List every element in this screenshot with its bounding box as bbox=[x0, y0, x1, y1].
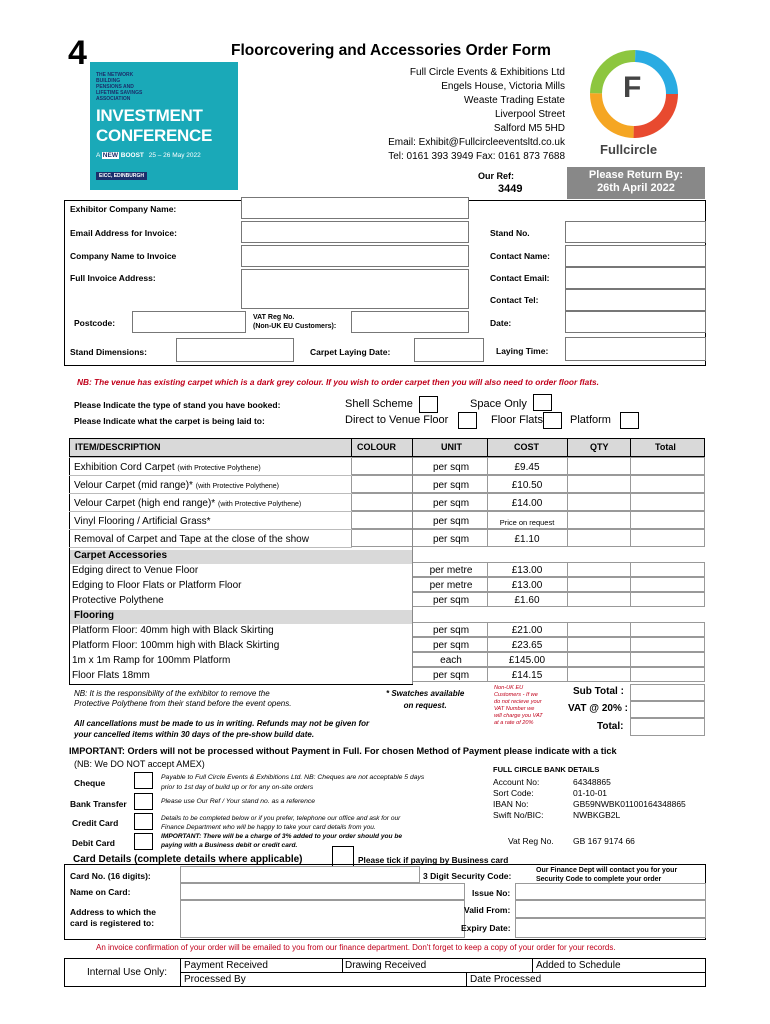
swatch-note bbox=[386, 688, 464, 712]
valid-from-field[interactable] bbox=[515, 900, 706, 918]
flooring-header: Flooring bbox=[69, 610, 412, 624]
address-line: Full Circle Events & Exhibitions Ltd bbox=[409, 67, 565, 78]
swift-label: Swift No/BIC: bbox=[493, 810, 544, 820]
card-address-field[interactable] bbox=[180, 900, 465, 938]
vat-reg-label bbox=[253, 313, 336, 331]
table-row: Platform Floor: 40mm high with Black Skirting bbox=[72, 625, 274, 636]
platform-label: Platform bbox=[570, 414, 611, 426]
page-title: Floorcovering and Accessories Order Form bbox=[231, 42, 551, 59]
tagline-boost: BOOST bbox=[120, 152, 144, 159]
colour-cell[interactable] bbox=[351, 529, 413, 547]
qty-cell[interactable] bbox=[567, 652, 631, 667]
swift: NWBKGB2L bbox=[573, 810, 621, 820]
row-divider bbox=[69, 529, 352, 530]
added-to-schedule: Added to Schedule bbox=[536, 960, 621, 971]
eu-note-line: Non-UK EU bbox=[494, 685, 524, 691]
item-unit: per sqm bbox=[432, 498, 470, 509]
total-cell[interactable] bbox=[630, 475, 705, 493]
qty-cell[interactable] bbox=[567, 562, 631, 577]
item-cost: £14.15 bbox=[511, 670, 543, 681]
shell-scheme-checkbox[interactable] bbox=[419, 396, 438, 413]
subtotal-label: Sub Total : bbox=[573, 686, 624, 697]
subtotal-field[interactable] bbox=[630, 684, 705, 701]
table-row: Platform Floor: 100mm high with Black Skirting bbox=[72, 640, 280, 651]
total-field[interactable] bbox=[630, 718, 705, 736]
vat-label: VAT @ 20% : bbox=[568, 703, 628, 714]
item-cost: £9.45 bbox=[514, 462, 540, 473]
org-line: THE NETWORK bbox=[96, 72, 134, 78]
card-address-line1: Address to which the bbox=[70, 907, 156, 917]
drawing-received: Drawing Received bbox=[345, 960, 427, 971]
cheque-note-line1: Payable to Full Circle Events & Exhibitions Ltd. NB: Cheques are not acceptable 5 days bbox=[161, 774, 425, 781]
address-line: Email: Exhibit@Fullcircleeventsltd.co.uk bbox=[388, 137, 565, 148]
eu-note-line: at a rate of 20% bbox=[494, 720, 534, 726]
name-on-card-label: Name on Card: bbox=[70, 887, 131, 897]
expiry-field[interactable] bbox=[515, 918, 706, 938]
valid-from-label: Valid From: bbox=[464, 905, 511, 915]
vat-reg-line2: (Non-UK EU Customers): bbox=[253, 323, 337, 330]
contact-tel-field[interactable] bbox=[565, 289, 706, 311]
company-invoice-field[interactable] bbox=[241, 245, 469, 267]
item-cost: £14.00 bbox=[511, 498, 543, 509]
email-invoice-label: Email Address for Invoice: bbox=[70, 228, 177, 238]
col-unit: UNIT bbox=[441, 442, 462, 452]
table-row: 1m x 1m Ramp for 100mm Platform bbox=[72, 655, 231, 666]
card-note-line4: paying with a Business debit or credit card. bbox=[161, 842, 298, 849]
item-unit: per sqm bbox=[432, 640, 470, 651]
stand-type-question: Please Indicate the type of stand you have booked: bbox=[74, 400, 281, 410]
tagline-a: A bbox=[96, 152, 100, 159]
swatch-note-line2: on request. bbox=[403, 701, 447, 710]
item-note: (with Protective Polythene) bbox=[195, 483, 279, 490]
item-unit: per sqm bbox=[432, 670, 470, 681]
vat-reg-no: GB 167 9174 66 bbox=[573, 836, 635, 846]
credit-card-checkbox[interactable] bbox=[134, 813, 153, 830]
full-address-label: Full Invoice Address: bbox=[70, 273, 156, 283]
postcode-label: Postcode: bbox=[74, 318, 116, 328]
card-no-field[interactable] bbox=[180, 866, 420, 883]
event-venue: EICC, EDINBURGH bbox=[96, 172, 147, 180]
platform-checkbox[interactable] bbox=[620, 412, 639, 429]
carpet-laid-question: Please Indicate what the carpet is being laid to: bbox=[74, 416, 265, 426]
expiry-label: Expiry Date: bbox=[461, 923, 511, 933]
business-card-label: Please tick if paying by Business card bbox=[358, 855, 509, 865]
contact-name-field[interactable] bbox=[565, 245, 706, 267]
address-line: Salford M5 5HD bbox=[493, 123, 565, 134]
table-row: Floor Flats 18mm bbox=[72, 670, 150, 681]
row-divider bbox=[69, 475, 352, 476]
return-by-banner bbox=[567, 167, 705, 199]
laying-time-label: Laying Time: bbox=[496, 346, 549, 356]
payment-important: IMPORTANT: Orders will not be processed without Payment in Full. For chosen Method of Payment please indicate with a tick bbox=[69, 746, 617, 756]
cancellation-note bbox=[74, 718, 369, 740]
company-invoice-label: Company Name to Invoice bbox=[70, 251, 177, 261]
colour-cell[interactable] bbox=[351, 457, 413, 475]
item-unit: per sqm bbox=[432, 480, 470, 491]
vat-reg-line1: VAT Reg No. bbox=[253, 314, 295, 321]
item-cost: £10.50 bbox=[511, 480, 543, 491]
total-cell[interactable] bbox=[630, 457, 705, 475]
logo-investment: INVESTMENT bbox=[96, 106, 203, 125]
debit-card-checkbox[interactable] bbox=[134, 833, 153, 850]
col-item: ITEM/DESCRIPTION bbox=[75, 442, 161, 452]
item-name: Velour Carpet (high end range)* bbox=[74, 498, 216, 509]
item-description: Vinyl Flooring / Artificial Grass* bbox=[74, 516, 211, 527]
cheque-note bbox=[161, 773, 424, 793]
carpet-laying-date-label: Carpet Laying Date: bbox=[310, 347, 391, 357]
item-name: Velour Carpet (mid range)* bbox=[74, 480, 193, 491]
total-cell[interactable] bbox=[630, 529, 705, 547]
carpet-laying-date-field[interactable] bbox=[414, 338, 484, 362]
debit-card-label: Debit Card bbox=[72, 838, 115, 848]
sort-code-label: Sort Code: bbox=[493, 788, 534, 798]
qty-cell[interactable] bbox=[567, 529, 631, 547]
contact-email-label: Contact Email: bbox=[490, 273, 550, 283]
item-description bbox=[74, 480, 279, 491]
laying-time-field[interactable] bbox=[565, 337, 706, 361]
postcode-field[interactable] bbox=[132, 311, 246, 333]
carpet-notice: NB: The venue has existing carpet which is a dark grey colour. If you wish to order carpet then you will also need to order floor flats. bbox=[77, 377, 599, 387]
card-note-line2: Finance Department who will be happy to take your card details from you. bbox=[161, 824, 376, 831]
col-cost: COST bbox=[514, 442, 540, 452]
vat-reg-no-label: Vat Reg No. bbox=[508, 836, 554, 846]
contact-tel-label: Contact Tel: bbox=[490, 295, 539, 305]
finance-note bbox=[536, 866, 677, 884]
address-line: Engels House, Victoria Mills bbox=[441, 81, 565, 92]
org-line: LIFETIME SAVINGS bbox=[96, 90, 143, 96]
swatch-note-line1: * Swatches available bbox=[386, 689, 465, 698]
bank-note: Please use Our Ref / Your stand no. as a reference bbox=[161, 798, 316, 805]
item-cost: £13.00 bbox=[511, 580, 543, 591]
org-line: PENSIONS AND bbox=[96, 84, 134, 90]
item-description bbox=[74, 462, 261, 473]
qty-cell[interactable] bbox=[567, 667, 631, 682]
card-details-heading: Card Details (complete details where applicable) bbox=[73, 854, 303, 865]
card-address-label bbox=[70, 907, 156, 929]
stand-no-field[interactable] bbox=[565, 221, 706, 243]
our-ref-value: 3449 bbox=[498, 183, 523, 195]
total-cell[interactable] bbox=[630, 637, 705, 652]
item-unit: each bbox=[440, 655, 462, 666]
eu-note-line: VAT Number we bbox=[494, 706, 535, 712]
security-code-label: 3 Digit Security Code: bbox=[423, 871, 512, 881]
issue-no-field[interactable] bbox=[515, 883, 706, 900]
finance-note-line1: Our Finance Dept will contact you for your bbox=[536, 867, 678, 874]
contact-email-field[interactable] bbox=[565, 267, 706, 289]
qty-cell[interactable] bbox=[567, 637, 631, 652]
space-only-label: Space Only bbox=[470, 398, 527, 410]
item-cost: £145.00 bbox=[508, 655, 546, 666]
confirmation-note: An invoice confirmation of your order will be emailed to you from our finance department. Don't forget to keep a copy of your order for your records. bbox=[96, 943, 616, 952]
sort-code: 01-10-01 bbox=[573, 788, 608, 798]
event-dates: 25 – 26 May 2022 bbox=[148, 152, 201, 159]
qty-cell[interactable] bbox=[567, 511, 631, 529]
row-divider bbox=[69, 511, 352, 512]
col-total: Total bbox=[655, 442, 676, 452]
polythene-note bbox=[74, 689, 291, 709]
item-unit: per sqm bbox=[432, 462, 470, 473]
cancellation-line2: your cancelled items within 30 days of the pre-show build date. bbox=[74, 730, 315, 739]
stand-no-label: Stand No. bbox=[490, 228, 530, 238]
date-field[interactable] bbox=[565, 311, 706, 333]
email-invoice-field[interactable] bbox=[241, 221, 469, 243]
address-line: Tel: 0161 393 3949 Fax: 0161 873 7688 bbox=[388, 151, 565, 162]
item-unit: per metre bbox=[429, 580, 473, 591]
item-cost: Price on request bbox=[499, 518, 555, 527]
item-cost: £1.10 bbox=[514, 534, 540, 545]
card-note-line3: IMPORTANT: There will be a charge of 3% added to your order should you be bbox=[161, 833, 403, 840]
total-cell[interactable] bbox=[630, 577, 705, 592]
total-cell[interactable] bbox=[630, 652, 705, 667]
card-note bbox=[161, 814, 402, 850]
item-cost: £23.65 bbox=[511, 640, 543, 651]
event-logo bbox=[90, 62, 238, 190]
card-note-line1: Details to be completed below or if you prefer, telephone our office and ask for our bbox=[161, 815, 401, 822]
iban-label: IBAN No: bbox=[493, 799, 529, 809]
direct-floor-checkbox[interactable] bbox=[458, 412, 477, 429]
payment-received: Payment Received bbox=[184, 960, 268, 971]
full-address-field[interactable] bbox=[241, 269, 469, 309]
eu-note-line: do not recieve your bbox=[494, 699, 542, 705]
col-qty: QTY bbox=[590, 442, 609, 452]
cheque-checkbox[interactable] bbox=[134, 772, 153, 789]
polythene-note-line1: NB: It is the responsibility of the exhibitor to remove the bbox=[74, 689, 270, 698]
space-only-checkbox[interactable] bbox=[533, 394, 552, 411]
row-divider bbox=[69, 547, 352, 548]
account-no: 64348865 bbox=[573, 777, 611, 787]
bank-details-title: FULL CIRCLE BANK DETAILS bbox=[493, 765, 600, 774]
exhibitor-company-field[interactable] bbox=[241, 197, 469, 219]
total-cell[interactable] bbox=[630, 622, 705, 637]
colour-cell[interactable] bbox=[351, 493, 413, 511]
polythene-note-line2: Protective Polythene from their stand before the event opens. bbox=[74, 699, 292, 708]
colour-cell[interactable] bbox=[351, 475, 413, 493]
our-ref-label: Our Ref: bbox=[478, 171, 514, 181]
fullcircle-logo-name: Fullcircle bbox=[600, 142, 658, 157]
form-number: 4 bbox=[68, 34, 87, 72]
qty-cell[interactable] bbox=[567, 457, 631, 475]
cheque-note-line2: prior to 1st day of build up or for any on-site orders bbox=[161, 784, 314, 791]
address-line: Liverpool Street bbox=[494, 109, 565, 120]
logo-tagline bbox=[96, 152, 201, 159]
item-unit: per sqm bbox=[432, 534, 470, 545]
address-line: Weaste Trading Estate bbox=[464, 95, 565, 106]
bank-transfer-checkbox[interactable] bbox=[134, 793, 153, 810]
item-note: (with Protective Polythene) bbox=[177, 465, 261, 472]
total-label: Total: bbox=[597, 721, 624, 732]
org-line: BUILDING bbox=[96, 78, 121, 84]
item-description: Removal of Carpet and Tape at the close of the show bbox=[74, 534, 309, 545]
logo-conference: CONFERENCE bbox=[96, 126, 213, 145]
table-row: Edging to Floor Flats or Platform Floor bbox=[72, 580, 242, 591]
item-unit: per metre bbox=[429, 565, 473, 576]
item-cost: £13.00 bbox=[511, 565, 543, 576]
item-cost: £21.00 bbox=[511, 625, 543, 636]
total-cell[interactable] bbox=[630, 493, 705, 511]
item-note: (with Protective Polythene) bbox=[217, 501, 302, 508]
finance-note-line2: Security Code to complete your order bbox=[536, 876, 662, 883]
org-line: ASSOCIATION bbox=[96, 96, 131, 102]
row-divider bbox=[69, 493, 352, 494]
contact-name-label: Contact Name: bbox=[490, 251, 550, 261]
floor-flats-checkbox[interactable] bbox=[543, 412, 562, 429]
exhibitor-company-label: Exhibitor Company Name: bbox=[70, 204, 177, 214]
total-cell[interactable] bbox=[630, 511, 705, 529]
row-divider bbox=[69, 457, 352, 458]
total-cell[interactable] bbox=[630, 592, 705, 607]
date-label: Date: bbox=[490, 318, 512, 328]
qty-cell[interactable] bbox=[567, 493, 631, 511]
card-no-label: Card No. (16 digits): bbox=[70, 871, 151, 881]
eu-note-line: will charge you VAT bbox=[494, 713, 543, 719]
item-unit: per sqm bbox=[432, 625, 470, 636]
company-address bbox=[388, 66, 565, 164]
accessories-header: Carpet Accessories bbox=[69, 550, 412, 564]
eu-vat-note bbox=[494, 685, 543, 727]
cancellation-line1: All cancellations must be made to us in writing. Refunds may not be given for bbox=[74, 719, 370, 728]
qty-cell[interactable] bbox=[567, 475, 631, 493]
credit-card-label: Credit Card bbox=[72, 818, 119, 828]
bank-values bbox=[573, 777, 686, 821]
item-name: Exhibition Cord Carpet bbox=[74, 462, 175, 473]
item-cost: £1.60 bbox=[514, 595, 540, 606]
bank-details bbox=[493, 777, 544, 821]
fullcircle-logo-letter: F bbox=[623, 71, 642, 104]
amex-note: (NB: We DO NOT accept AMEX) bbox=[74, 759, 205, 769]
colour-cell[interactable] bbox=[351, 511, 413, 529]
processed-by: Processed By bbox=[184, 974, 246, 985]
table-row: Edging direct to Venue Floor bbox=[72, 565, 199, 576]
direct-floor-label: Direct to Venue Floor bbox=[345, 414, 449, 426]
qty-cell[interactable] bbox=[567, 592, 631, 607]
internal-use-label: Internal Use Only: bbox=[87, 967, 168, 978]
shell-scheme-label: Shell Scheme bbox=[345, 398, 413, 410]
issue-no-label: Issue No: bbox=[472, 888, 511, 898]
cheque-label: Cheque bbox=[74, 778, 106, 788]
return-by-line2: 26th April 2022 bbox=[597, 182, 675, 194]
total-cell[interactable] bbox=[630, 562, 705, 577]
item-description bbox=[74, 498, 301, 509]
date-processed: Date Processed bbox=[470, 974, 542, 985]
return-by-line1: Please Return By: bbox=[588, 169, 684, 181]
tagline-new: NEW bbox=[102, 152, 118, 159]
qty-cell[interactable] bbox=[567, 622, 631, 637]
total-cell[interactable] bbox=[630, 667, 705, 682]
vat-reg-field[interactable] bbox=[351, 311, 469, 333]
eu-note-line: Customers - If we bbox=[494, 692, 538, 698]
stand-dimensions-field[interactable] bbox=[176, 338, 294, 362]
table-row: Protective Polythene bbox=[72, 595, 164, 606]
stand-dimensions-label: Stand Dimensions: bbox=[70, 347, 147, 357]
qty-cell[interactable] bbox=[567, 577, 631, 592]
account-no-label: Account No: bbox=[493, 777, 540, 787]
item-unit: per sqm bbox=[432, 516, 470, 527]
name-on-card-field[interactable] bbox=[180, 883, 465, 900]
bank-transfer-label: Bank Transfer bbox=[70, 799, 127, 809]
col-colour: COLOUR bbox=[357, 442, 396, 452]
card-address-line2: card is registered to: bbox=[70, 918, 155, 928]
item-unit: per sqm bbox=[432, 595, 470, 606]
vat-field[interactable] bbox=[630, 701, 705, 718]
floor-flats-label: Floor Flats bbox=[491, 414, 543, 426]
iban: GB59NWBK01100164348865 bbox=[573, 799, 686, 809]
